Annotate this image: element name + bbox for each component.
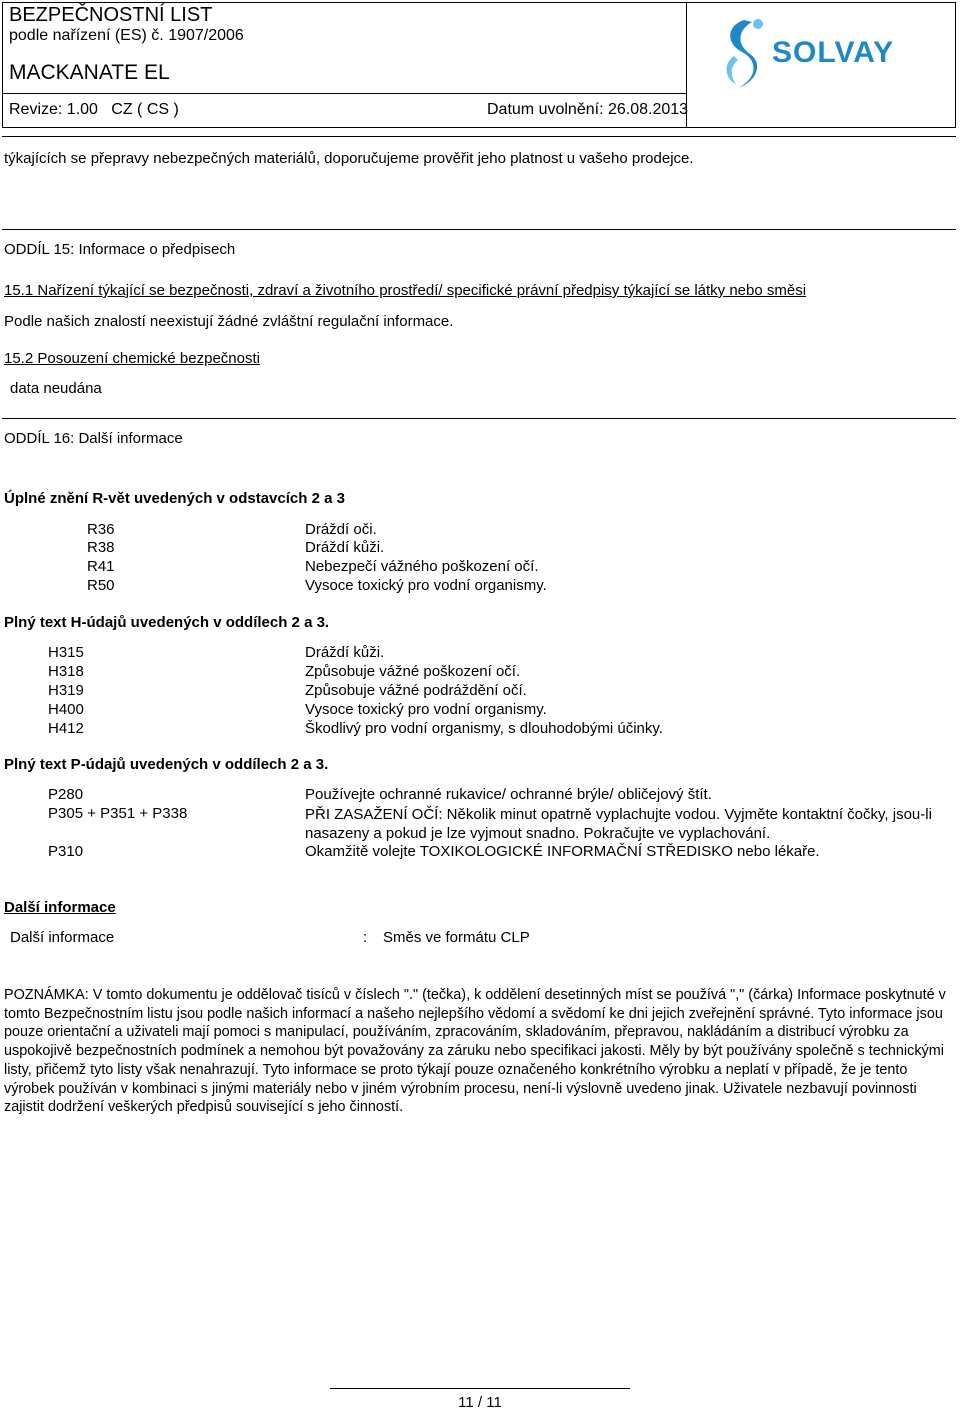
h-phrase-code: H318 xyxy=(48,663,84,680)
further-info-value: Směs ve formátu CLP xyxy=(383,929,530,946)
r-phrase-text: Nebezpečí vážného poškození očí. xyxy=(305,558,539,575)
r-phrase-code: R36 xyxy=(87,521,115,538)
h-phrases-heading: Plný text H-údajů uvedených v oddílech 2 a 3. xyxy=(4,614,330,631)
r-phrase-code: R41 xyxy=(87,558,115,575)
disclaimer-note: POZNÁMKA: V tomto dokumentu je oddělovač tisíců v číslech "." (tečka), k oddělení desetinných míst se používá "," (čárka) Informace poskytnuté v tomto Bezpečnostním listu jsou podle našich informací a našeho nejlepšího vědomí a svědomí ke dni jejich zveřejnění správné. Tyto informace jsou pouze orientační a uživateli mají pomoci s manipulací, používáním, zpracováním, skladováním, přepravou, nakládáním a distribucí výrobku za uspokojivě bezpečnostních podmínek a nemohou být považovány za záruku nebo specifikaci jakosti. Měly by být používány společně s technickými listy, přičemž tyto listy však nenahrazují. Tyto informace se proto týkají pouze označeného konkrétního výrobku a neplatí v případě, že je tento výrobek používán v kombinaci s jinými materiály nebo v jiném výrobním procesu, není-li výslovně uvedeno jinak. Uživatele nezbavují povinnosti zajistit dodržení veškerých předpisů související s jeho činností. xyxy=(4,987,946,1116)
section15-heading: ODDÍL 15: Informace o předpisech xyxy=(4,241,236,258)
p-phrase-text: PŘI ZASAŽENÍ OČÍ: Několik minut opatrně vyplachujte vodou. Vyjměte kontaktní čočky, jsou-li nasazeny a pokud je lze vyjmout snadno. Pokračujte ve vyplachování. xyxy=(305,806,932,842)
r-phrases-heading: Úplné znění R-vět uvedených v odstavcích 2 a 3 xyxy=(4,490,345,507)
regulation-ref: podle nařízení (ES) č. 1907/2006 xyxy=(9,27,244,44)
h-phrase-code: H319 xyxy=(48,682,84,699)
h-phrase-code: H412 xyxy=(48,720,84,737)
r-phrase-text: Dráždí kůži. xyxy=(305,539,385,556)
h-phrase-text: Způsobuje vážné podráždění očí. xyxy=(305,682,527,699)
r-phrase-code: R38 xyxy=(87,539,115,556)
section16-heading: ODDÍL 16: Další informace xyxy=(4,430,183,447)
solvay-logo xyxy=(712,12,902,98)
svg-text:SOLVAY: SOLVAY xyxy=(772,36,895,69)
section15-2-heading: 15.2 Posouzení chemické bezpečnosti xyxy=(4,350,260,367)
h-phrase-text: Způsobuje vážné poškození očí. xyxy=(305,663,521,680)
p-phrase-text: Používejte ochranné rukavice/ ochranné brýle/ obličejový štít. xyxy=(305,786,712,803)
section15-2-text: data neudána xyxy=(10,380,102,397)
further-info-separator: : xyxy=(363,929,368,946)
further-info-label: Další informace xyxy=(10,929,115,946)
header-divider-horizontal xyxy=(3,93,686,94)
product-name: MACKANATE EL xyxy=(9,61,170,84)
section15-rule xyxy=(2,229,956,230)
section15-1-heading: 15.1 Nařízení týkající se bezpečnosti, zdraví a životního prostředí/ specifické právní předpisy týkající se látky nebo směsi xyxy=(4,282,807,299)
doc-title: BEZPEČNOSTNÍ LIST xyxy=(9,4,213,26)
page-number: 11 / 11 xyxy=(458,1394,502,1411)
r-phrase-text: Vysoce toxický pro vodní organismy. xyxy=(305,577,547,594)
h-phrase-code: H315 xyxy=(48,644,84,661)
header-rule xyxy=(2,136,956,137)
page-footer xyxy=(330,1388,630,1417)
release-date: Datum uvolnění: 26.08.2013 xyxy=(487,101,689,118)
section16-rule xyxy=(2,418,956,419)
h-phrase-text: Dráždí kůži. xyxy=(305,644,385,661)
p-phrase-code: P310 xyxy=(48,843,84,860)
h-phrase-text: Škodlivý pro vodní organismy, s dlouhodobými účinky. xyxy=(305,720,663,737)
further-info-heading: Další informace xyxy=(4,899,116,916)
r-phrase-text: Dráždí oči. xyxy=(305,521,377,538)
r-phrase-code: R50 xyxy=(87,577,115,594)
p-phrase-text: Okamžitě volejte TOXIKOLOGICKÉ INFORMAČNÍ STŘEDISKO nebo lékaře. xyxy=(305,843,820,860)
p-phrase-code: P305 + P351 + P338 xyxy=(48,805,188,822)
intro-line: týkajících se přepravy nebezpečných materiálů, doporučujeme prověřit jeho platnost u vašeho prodejce. xyxy=(4,150,694,167)
p-phrase-code: P280 xyxy=(48,786,84,803)
h-phrase-code: H400 xyxy=(48,701,84,718)
section15-1-text: Podle našich znalostí neexistují žádné zvláštní regulační informace. xyxy=(4,313,454,330)
p-phrases-heading: Plný text P-údajů uvedených v oddílech 2 a 3. xyxy=(4,756,329,773)
h-phrase-text: Vysoce toxický pro vodní organismy. xyxy=(305,701,547,718)
revision-info: Revize: 1.00 CZ ( CS ) xyxy=(9,101,179,118)
